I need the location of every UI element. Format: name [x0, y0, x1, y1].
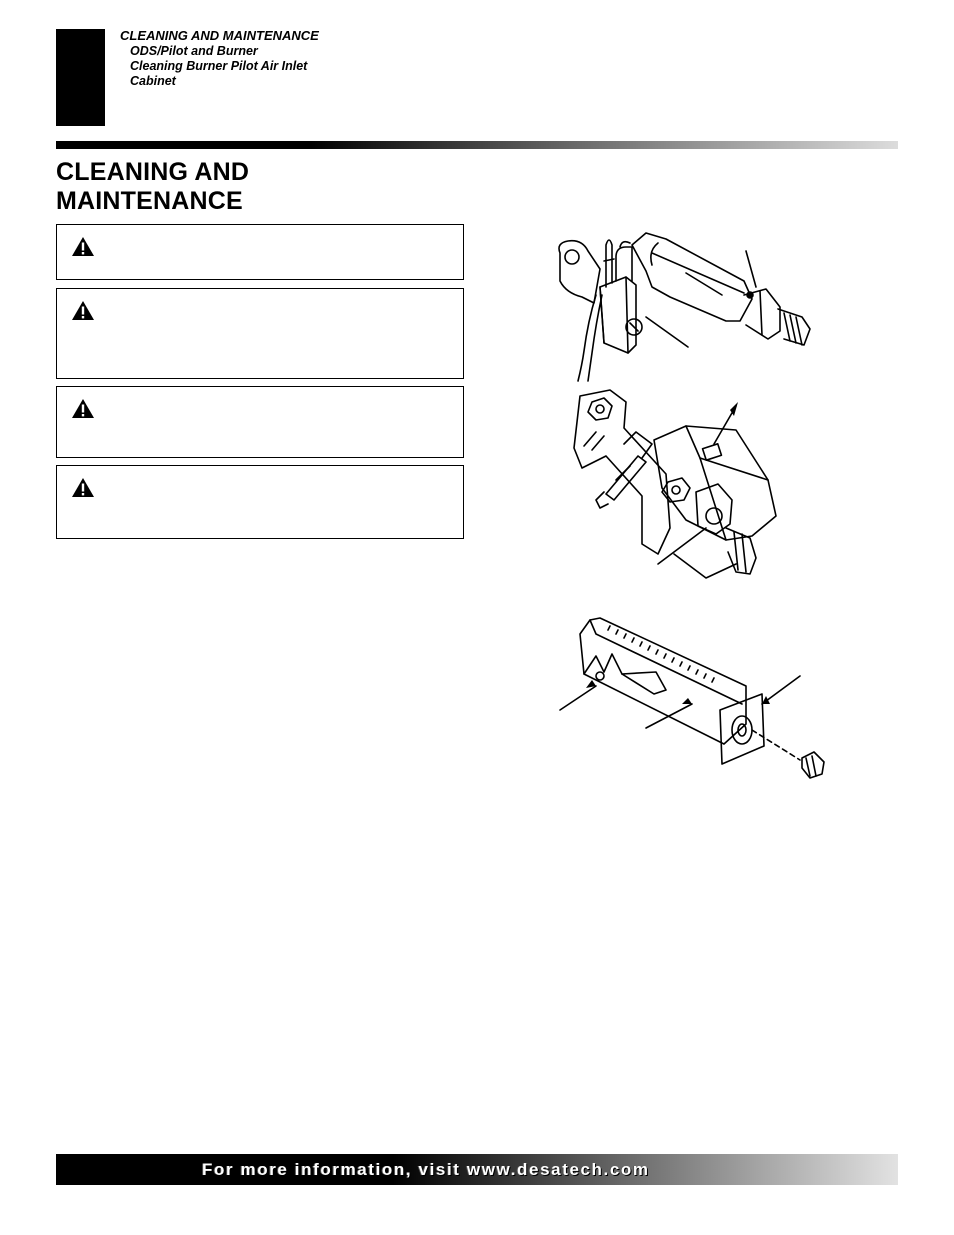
footer-bar [56, 1154, 898, 1185]
warning-triangle-icon [71, 398, 95, 419]
header-rule [56, 141, 898, 149]
running-header-item: Cabinet [130, 74, 176, 88]
warning-triangle-icon [71, 236, 95, 257]
warning-box [56, 465, 464, 539]
running-header-title: CLEANING AND MAINTENANCE [120, 28, 319, 43]
section-title-line: CLEANING AND [56, 158, 250, 186]
running-header [120, 28, 319, 89]
section-title [56, 158, 249, 216]
warning-triangle-icon [71, 300, 95, 321]
burner-injector-illustration [556, 612, 842, 792]
section-tab-marker [56, 29, 105, 126]
warning-box [56, 288, 464, 379]
warning-box [56, 386, 464, 458]
section-title-line: MAINTENANCE [56, 187, 243, 215]
warning-box [56, 224, 464, 280]
warning-triangle-icon [71, 477, 95, 498]
ods-pilot-burner-illustration [548, 225, 828, 383]
pilot-assembly-illustration [566, 388, 786, 588]
running-header-item: Cleaning Burner Pilot Air Inlet [130, 59, 308, 73]
footer-website-link[interactable]: For more information, visit www.desatech.com [202, 1160, 650, 1179]
running-header-item: ODS/Pilot and Burner [130, 44, 258, 58]
